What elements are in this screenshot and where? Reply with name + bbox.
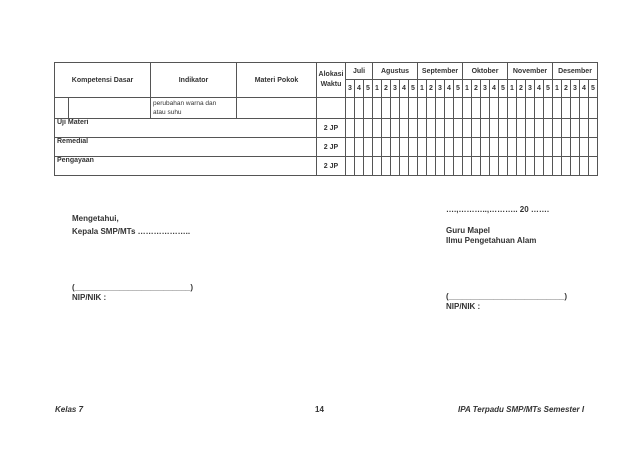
month-oktober: Oktober: [463, 63, 508, 80]
row-label-uji-materi: Uji Materi: [55, 119, 317, 138]
indikator-cell: perubahan warna dan atau suhu: [151, 98, 237, 119]
week-cell: 2: [382, 80, 391, 98]
week-cell: 3: [571, 80, 580, 98]
footer-class: Kelas 7: [55, 405, 84, 414]
week-cell: 3: [436, 80, 445, 98]
week-cell: 2: [517, 80, 526, 98]
week-cell: 4: [355, 80, 364, 98]
month-desember: Desember: [553, 63, 598, 80]
week-cell: 2: [472, 80, 481, 98]
week-cell: 3: [391, 80, 400, 98]
week-cell: 3: [481, 80, 490, 98]
row-label-pengayaan: Pengayaan: [55, 157, 317, 176]
table-row: [55, 138, 598, 157]
week-cell: 4: [490, 80, 499, 98]
right-nip: NIP/NIK :: [446, 302, 481, 311]
week-cell: 4: [535, 80, 544, 98]
week-cell: 2: [562, 80, 571, 98]
row-alokasi: 2 JP: [317, 119, 346, 138]
week-cell: 2: [427, 80, 436, 98]
header-materi: Materi Pokok: [237, 63, 317, 98]
week-cell: 1: [463, 80, 472, 98]
week-cell: 4: [445, 80, 454, 98]
week-cell: 5: [544, 80, 553, 98]
week-cell: 5: [364, 80, 373, 98]
week-cell: 5: [454, 80, 463, 98]
header-row-months: [55, 63, 598, 80]
left-role: Kepala SMP/MTs ………………..: [72, 227, 191, 236]
header-kompetensi: Kompetensi Dasar: [55, 63, 151, 98]
row-alokasi: 2 JP: [317, 138, 346, 157]
left-signature-line: (__________________________): [72, 283, 194, 292]
month-juli: Juli: [346, 63, 373, 80]
syllabus-table: [54, 62, 598, 176]
header-alokasi: Alokasi Waktu: [317, 63, 346, 98]
header-indikator: Indikator: [151, 63, 237, 98]
left-nip: NIP/NIK :: [72, 293, 107, 302]
right-role: Guru Mapel: [446, 226, 491, 235]
week-cell: 1: [553, 80, 562, 98]
table-row: [55, 157, 598, 176]
row-label-remedial: Remedial: [55, 138, 317, 157]
week-cell: 3: [346, 80, 355, 98]
week-cell: 1: [508, 80, 517, 98]
week-cell: 3: [526, 80, 535, 98]
week-cell: 1: [418, 80, 427, 98]
week-cell: 4: [580, 80, 589, 98]
footer-page-number: 14: [315, 405, 324, 414]
month-september: September: [418, 63, 463, 80]
table-row: [55, 119, 598, 138]
week-cell: 5: [499, 80, 508, 98]
right-signature-line: (__________________________): [446, 292, 568, 301]
week-cell: 1: [373, 80, 382, 98]
row-alokasi: 2 JP: [317, 157, 346, 176]
week-cell: 5: [409, 80, 418, 98]
date-line: ….,………..,……….. 20 …….: [446, 205, 550, 214]
footer-book-title: IPA Terpadu SMP/MTs Semester I: [458, 405, 585, 414]
week-cell: 5: [589, 80, 598, 98]
month-november: November: [508, 63, 553, 80]
right-subject: Ilmu Pengetahuan Alam: [446, 236, 537, 245]
content-row: [55, 98, 598, 119]
month-agustus: Agustus: [373, 63, 418, 80]
left-title: Mengetahui,: [72, 214, 119, 223]
week-cell: 4: [400, 80, 409, 98]
